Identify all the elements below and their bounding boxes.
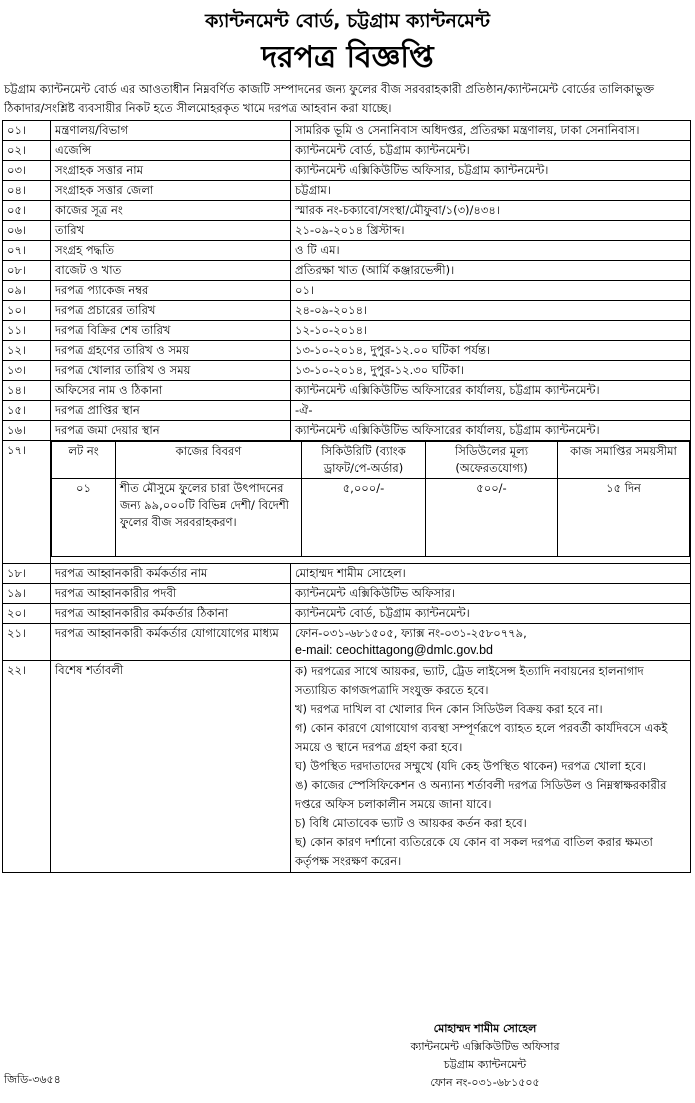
- row-value: ১৩-১০-২০১৪, দুপুর-১২.৩০ ঘটিকা।: [291, 361, 691, 381]
- row-value: ক্যান্টনমেন্ট এক্সিকিউটিভ অফিসারের কার্যালয়, চট্টগ্রাম ক্যান্টনমেন্ট।: [291, 421, 691, 441]
- lot-row: [3, 441, 691, 564]
- row-label: সংগ্রহ পদ্ধতি: [51, 241, 291, 261]
- table-row: [3, 201, 691, 221]
- lot-cell: শীত মৌসুমে ফুলের চারা উৎপাদনের জন্য ৯৯,০০০টি বিভিন্ন দেশী/ বিদেশী ফুলের বীজ সরবরাহকরণ।: [116, 479, 302, 557]
- notice-intro: চট্টগ্রাম ক্যান্টনমেন্ট বোর্ড এর আওতাধীন নিম্নবর্ণিত কাজটি সম্পাদনের জন্য ফুলের বীজ সরবরাহকারী প্রতিষ্ঠান/ক্যান্টনমেন্ট বোর্ডের তালিকাভুক্ত ঠিকাদার/সংশ্লিষ্ট ব্যবসায়ীর নিকট হতে সীলমোহরকৃত খামে দরপত্র আহবান করা যাচ্ছে।: [4, 82, 655, 115]
- row-number: ১০।: [3, 301, 51, 321]
- row-value: ১২-১০-২০১৪।: [291, 321, 691, 341]
- table-row: [3, 241, 691, 261]
- condition-item: ঘ) উপস্থিত দরদাতাদের সম্মুখে (যদি কেহ উপস্থিত থাকেন) দরপত্র খোলা হবে।: [295, 759, 646, 773]
- table-row: [3, 281, 691, 301]
- lot-table: [51, 441, 690, 557]
- signatory-place: চট্টগ্রাম ক্যান্টনমেন্ট: [443, 1058, 527, 1071]
- row-label: কাজের সূত্র নং: [51, 201, 291, 221]
- table-row: [3, 221, 691, 241]
- table-row: [3, 421, 691, 441]
- row-number: ১৮।: [3, 564, 51, 584]
- table-row: [3, 141, 691, 161]
- contact-row: [3, 624, 691, 661]
- row-value: ক্যান্টনমেন্ট বোর্ড, চট্টগ্রাম ক্যান্টনমেন্ট।: [291, 141, 691, 161]
- row-number: ১৯।: [3, 584, 51, 604]
- table-row: [3, 361, 691, 381]
- row-label: অফিসের নাম ও ঠিকানা: [51, 381, 291, 401]
- row-value: ক্যান্টনমেন্ট বোর্ড, চট্টগ্রাম ক্যান্টনমেন্ট।: [291, 604, 691, 624]
- table-row: [3, 301, 691, 321]
- table-row: [3, 564, 691, 584]
- row-number: ০৪।: [3, 181, 51, 201]
- row-value: ক্যান্টনমেন্ট এক্সিকিউটিভ অফিসারের কার্যালয়, চট্টগ্রাম ক্যান্টনমেন্ট।: [291, 381, 691, 401]
- row-number: ২১।: [3, 624, 51, 661]
- row-number: ০৮।: [3, 261, 51, 281]
- row-value: -ঐ-: [291, 401, 691, 421]
- row-label: দরপত্র খোলার তারিখ ও সময়: [51, 361, 291, 381]
- row-label: তারিখ: [51, 221, 291, 241]
- row-value: ও টি এম।: [291, 241, 691, 261]
- signatory-designation: ক্যান্টনমেন্ট এক্সিকিউটিভ অফিসার: [410, 1040, 560, 1053]
- row-value: ক্যান্টনমেন্ট এক্সিকিউটিভ অফিসার।: [291, 584, 691, 604]
- condition-item: ঙ) কাজের স্পেসিফিকেশন ও অন্যান্য শর্তাবলী দরপত্র সিডিউল ও নিম্নস্বাক্ষরকারীর দপ্তরে অফিস চলাকালীন সময়ে জানা যাবে।: [295, 778, 667, 811]
- row-value: ক্যান্টনমেন্ট এক্সিকিউটিভ অফিসার, চট্টগ্রাম ক্যান্টনমেন্ট।: [291, 161, 691, 181]
- tender-table: [2, 120, 691, 873]
- row-label: দরপত্র গ্রহণের তারিখ ও সময়: [51, 341, 291, 361]
- table-row: [3, 381, 691, 401]
- row-number: ১১।: [3, 321, 51, 341]
- lot-header: সিডিউলের মূল্য (অফেরতযোগ্য): [426, 442, 558, 479]
- row-label: দরপত্র আহ্বানকারীর পদবী: [51, 584, 291, 604]
- row-label: সংগ্রাহক সত্তার জেলা: [51, 181, 291, 201]
- lot-cell: ৫,০০০/-: [302, 479, 426, 557]
- row-label: দরপত্র আহ্বানকারীর কর্মকর্তার ঠিকানা: [51, 604, 291, 624]
- row-value: ০১।: [291, 281, 691, 301]
- contact-email: e-mail: ceochittagong@dmlc.gov.bd: [295, 643, 493, 657]
- row-number: ০৬।: [3, 221, 51, 241]
- table-row: [3, 341, 691, 361]
- row-value: প্রতিরক্ষা খাত (আর্মি কঞ্জারভেন্সী)।: [291, 261, 691, 281]
- lot-cell: ৫০০/-: [426, 479, 558, 557]
- lot-header: কাজের বিবরণ: [116, 442, 302, 479]
- row-value: ২১-০৯-২০১৪ খ্রিস্টাব্দ।: [291, 221, 691, 241]
- row-number: ০৭।: [3, 241, 51, 261]
- row-label: দরপত্র আহ্বানকারী কর্মকর্তার যোগাযোগের মাধ্যম: [51, 624, 291, 661]
- table-row: [3, 321, 691, 341]
- row-value: চট্টগ্রাম।: [291, 181, 691, 201]
- row-label: এজেন্সি: [51, 141, 291, 161]
- contact-phone: ফোন-০৩১-৬৮১৫০৫, ফ্যাক্স নং-০৩১-২৫৮০৭৭৯,: [295, 626, 527, 640]
- row-number: ১৫।: [3, 401, 51, 421]
- table-row: [3, 261, 691, 281]
- row-label: বিশেষ শর্তাবলী: [51, 661, 291, 873]
- row-number: ১৭।: [3, 441, 51, 564]
- row-number: ১২।: [3, 341, 51, 361]
- row-label: দরপত্র বিক্রির শেষ তারিখ: [51, 321, 291, 341]
- row-number: ০৩।: [3, 161, 51, 181]
- table-row: [3, 604, 691, 624]
- lot-header: লট নং: [52, 442, 116, 479]
- table-row: [3, 161, 691, 181]
- row-label: দরপত্র আহ্বানকারী কর্মকর্তার নাম: [51, 564, 291, 584]
- row-label: সংগ্রাহক সত্তার নাম: [51, 161, 291, 181]
- table-row: [3, 181, 691, 201]
- condition-item: ক) দরপত্রের সাথে আয়কর, ভ্যাট, ট্রেড লাইসেন্স ইত্যাদি নবায়নের হালনাগাদ সত্যায়িত কাগজপত্রাদি সংযুক্ত করতে হবে।: [295, 664, 644, 697]
- row-number: ১৬।: [3, 421, 51, 441]
- row-label: দরপত্র প্রচারের তারিখ: [51, 301, 291, 321]
- row-number: ২২।: [3, 661, 51, 873]
- row-label: বাজেট ও খাত: [51, 261, 291, 281]
- lot-cell: ০১: [52, 479, 116, 557]
- conditions-row: [3, 661, 691, 873]
- row-label: মন্ত্রণালয়/বিভাগ: [51, 121, 291, 141]
- notice-title: ক্যান্টনমেন্ট বোর্ড, চট্টগ্রাম ক্যান্টনমেন্ট: [205, 10, 490, 32]
- row-number: ২০।: [3, 604, 51, 624]
- signatory-name: মোহাম্মদ শামীম সোহেল: [433, 1022, 537, 1035]
- lot-header: কাজ সমাপ্তির সময়সীমা: [558, 442, 690, 479]
- gd-number: জিডি-৩৬৫৪: [4, 1073, 61, 1086]
- notice-subtitle: দরপত্র বিজ্ঞপ্তি: [261, 40, 434, 75]
- signature-block: [335, 1020, 635, 1092]
- row-label: দরপত্র প্রাপ্তির স্থান: [51, 401, 291, 421]
- row-number: ০২।: [3, 141, 51, 161]
- row-value: মোহাম্মদ শামীম সোহেল।: [291, 564, 691, 584]
- table-row: [3, 401, 691, 421]
- condition-item: চ) বিধি মোতাবেক ভ্যাট ও আয়কর কর্তন করা হবে।: [295, 816, 527, 830]
- row-number: ০৯।: [3, 281, 51, 301]
- row-number: ০৫।: [3, 201, 51, 221]
- row-value: ২৪-০৯-২০১৪।: [291, 301, 691, 321]
- row-label: দরপত্র জমা দেয়ার স্থান: [51, 421, 291, 441]
- table-row: [3, 121, 691, 141]
- signatory-phone: ফোন নং-০৩১-৬৮১৫০৫: [430, 1076, 540, 1089]
- row-number: ০১।: [3, 121, 51, 141]
- row-value: ১৩-১০-২০১৪, দুপুর-১২.০০ ঘটিকা পর্যন্ত।: [291, 341, 691, 361]
- row-value: স্মারক নং-চক্যাবো/সংস্থা/মৌফুবা/১(৩)/৪৩৪।: [291, 201, 691, 221]
- row-number: ১৩।: [3, 361, 51, 381]
- table-row: [3, 584, 691, 604]
- lot-cell: ১৫ দিন: [558, 479, 690, 557]
- condition-item: গ) কোন কারণে যোগাযোগ ব্যবস্থা সম্পূর্ণরূপে ব্যাহত হলে পরবর্তী কার্যদিবসে একই সময়ে ও স্থানে দরপত্র গ্রহণ করা হবে।: [295, 721, 668, 754]
- row-number: ১৪।: [3, 381, 51, 401]
- condition-item: খ) দরপত্র দাখিল বা খোলার দিন কোন সিডিউল বিক্রয় করা হবে না।: [295, 702, 603, 716]
- condition-item: ছ) কোন কারণ দর্শানো ব্যতিরেকে যে কোন বা সকল দরপত্র বাতিল করার ক্ষমতা কর্তৃপক্ষ সংরক্ষণ করেন।: [295, 835, 653, 868]
- row-label: দরপত্র প্যাকেজ নম্বর: [51, 281, 291, 301]
- row-value: সামরিক ভূমি ও সেনানিবাস অধিদপ্তর, প্রতিরক্ষা মন্ত্রণালয়, ঢাকা সেনানিবাস।: [291, 121, 691, 141]
- lot-header: সিকিউরিটি (ব্যাংক ড্রাফট/পে-অর্ডার): [302, 442, 426, 479]
